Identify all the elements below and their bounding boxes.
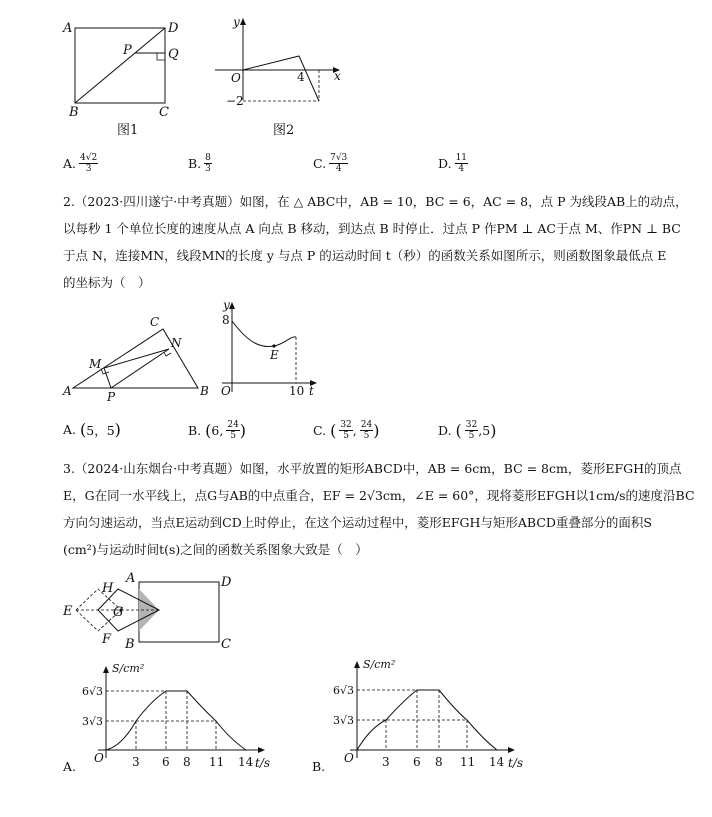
xtick-3: 3 [382, 755, 390, 769]
origin-label: O [221, 384, 231, 398]
q1-option-d[interactable]: D. $\frac{11}{4}$ [438, 153, 468, 174]
t-axis-label: t/s [255, 756, 271, 770]
label-b: B [125, 637, 135, 652]
label-p: P [107, 390, 116, 404]
xtick-6: 6 [413, 755, 421, 769]
label-a: A [63, 21, 73, 36]
origin-label: O [344, 751, 354, 765]
q3-line-4: (cm²)与运动时间t(s)之间的函数关系图象大致是（ ） [63, 542, 368, 557]
origin-label: O [231, 71, 241, 85]
s-arrow [354, 661, 360, 668]
xtick-3: 3 [132, 755, 140, 769]
q2-option-c[interactable]: C. ( $\frac{32}{5}$ , $\frac{24}{5}$ ) [313, 420, 380, 441]
tick-8: 8 [222, 313, 230, 327]
label-p: P [123, 43, 132, 58]
label-e: E [63, 604, 73, 619]
q2-option-d[interactable]: D. ( $\frac{32}{5}$ ,5 ) [438, 420, 497, 441]
ytick-3r3: 3√3 [82, 715, 104, 728]
q2-option-b[interactable]: B. ( 6, $\frac{24}{5}$ ) [188, 420, 247, 441]
q2-line-3: 于点 N，连接MN，线段MN的长度 y 与点 P 的运动时间 t（秒）的函数关系如图所示，则函数图象最低点 E [63, 248, 667, 263]
q2-line-1: 2.（2023·四川遂宁·中考真题）如图，在 △ ABC中，AB = 10，BC = 6，AC = 8，点 P 为线段AB上的动点， [63, 194, 688, 209]
axis-y-label: y [223, 298, 230, 312]
q3-option-a[interactable]: A. [63, 759, 77, 774]
xtick-14: 14 [489, 755, 505, 769]
label-c: C [159, 105, 169, 120]
q3-option-b[interactable]: B. [312, 759, 326, 774]
xtick-6: 6 [162, 755, 170, 769]
t-arrow [508, 747, 515, 753]
ytick-3r3: 3√3 [333, 714, 355, 727]
label-b: B [69, 105, 79, 120]
label-a: A [63, 384, 72, 398]
xtick-8: 8 [183, 755, 191, 769]
label-h: H [102, 581, 114, 596]
label-m: M [89, 357, 102, 371]
label-e: E [270, 348, 279, 362]
label-d: D [168, 21, 179, 36]
origin-label: O [94, 751, 104, 765]
t-axis-label: t/s [508, 756, 524, 770]
q3-line-2: E，G在同一水平线上，点G与AB的中点重合，EF = 2√3cm，∠E = 60°，现将菱形EFGH以1cm/s的速度沿BC [63, 488, 695, 503]
q2-line-2: 以每秒 1 个单位长度的速度从点 A 向点 B 移动，到达点 B 时停止．过点 P 作PM ⊥ AC于点 M、作PN ⊥ BC [63, 221, 681, 236]
ytick-6r3: 6√3 [333, 684, 355, 697]
q1-option-b[interactable]: B. $\frac{8}{3}$ [188, 153, 211, 174]
guide-lines [357, 690, 467, 750]
label-d: D [221, 575, 232, 590]
q3-line-1: 3.（2024·山东烟台·中考真题）如图，水平放置的矩形ABCD中，AB = 6cm，BC = 8cm，菱形EFGH的顶点 [63, 461, 682, 476]
label-f: F [102, 632, 112, 647]
xtick-8: 8 [435, 755, 443, 769]
ytick-6r3: 6√3 [82, 685, 104, 698]
label-c: C [221, 637, 231, 652]
axis-t-label: t [309, 384, 314, 398]
xtick-14: 14 [238, 755, 254, 769]
q1-option-c[interactable]: C. $\frac{7√3}{4}$ [313, 153, 348, 174]
xtick-11: 11 [460, 755, 476, 769]
label-n: N [171, 336, 182, 350]
caption-fig1: 图1 [117, 123, 139, 138]
label-q: Q [168, 47, 179, 62]
tick-4: 4 [297, 70, 305, 84]
s-axis-label: S/cm² [112, 662, 145, 675]
s-axis-label: S/cm² [363, 658, 396, 671]
tick-minus-2: −2 [226, 94, 244, 108]
q2-line-4: 的坐标为（ ） [63, 275, 151, 290]
label-c: C [150, 315, 160, 329]
q3-line-3: 方向匀速运动，当点E运动到CD上时停止，在这个运动过程中，菱形EFGH与矩形ABCD重叠部分的面积S [63, 515, 652, 530]
q1-option-a[interactable]: A. $\frac{4√2}{3}$ [63, 153, 98, 174]
label-g: G [113, 605, 124, 620]
q2-option-a[interactable]: A. ( 5，5 ) [63, 420, 121, 439]
axis-y-label: y [233, 15, 240, 29]
axis-x-label: x [334, 69, 341, 83]
xtick-11: 11 [209, 755, 225, 769]
caption-fig2: 图2 [273, 123, 295, 138]
label-b: B [200, 384, 209, 398]
tick-10: 10 [289, 384, 305, 398]
label-a: A [126, 571, 136, 586]
